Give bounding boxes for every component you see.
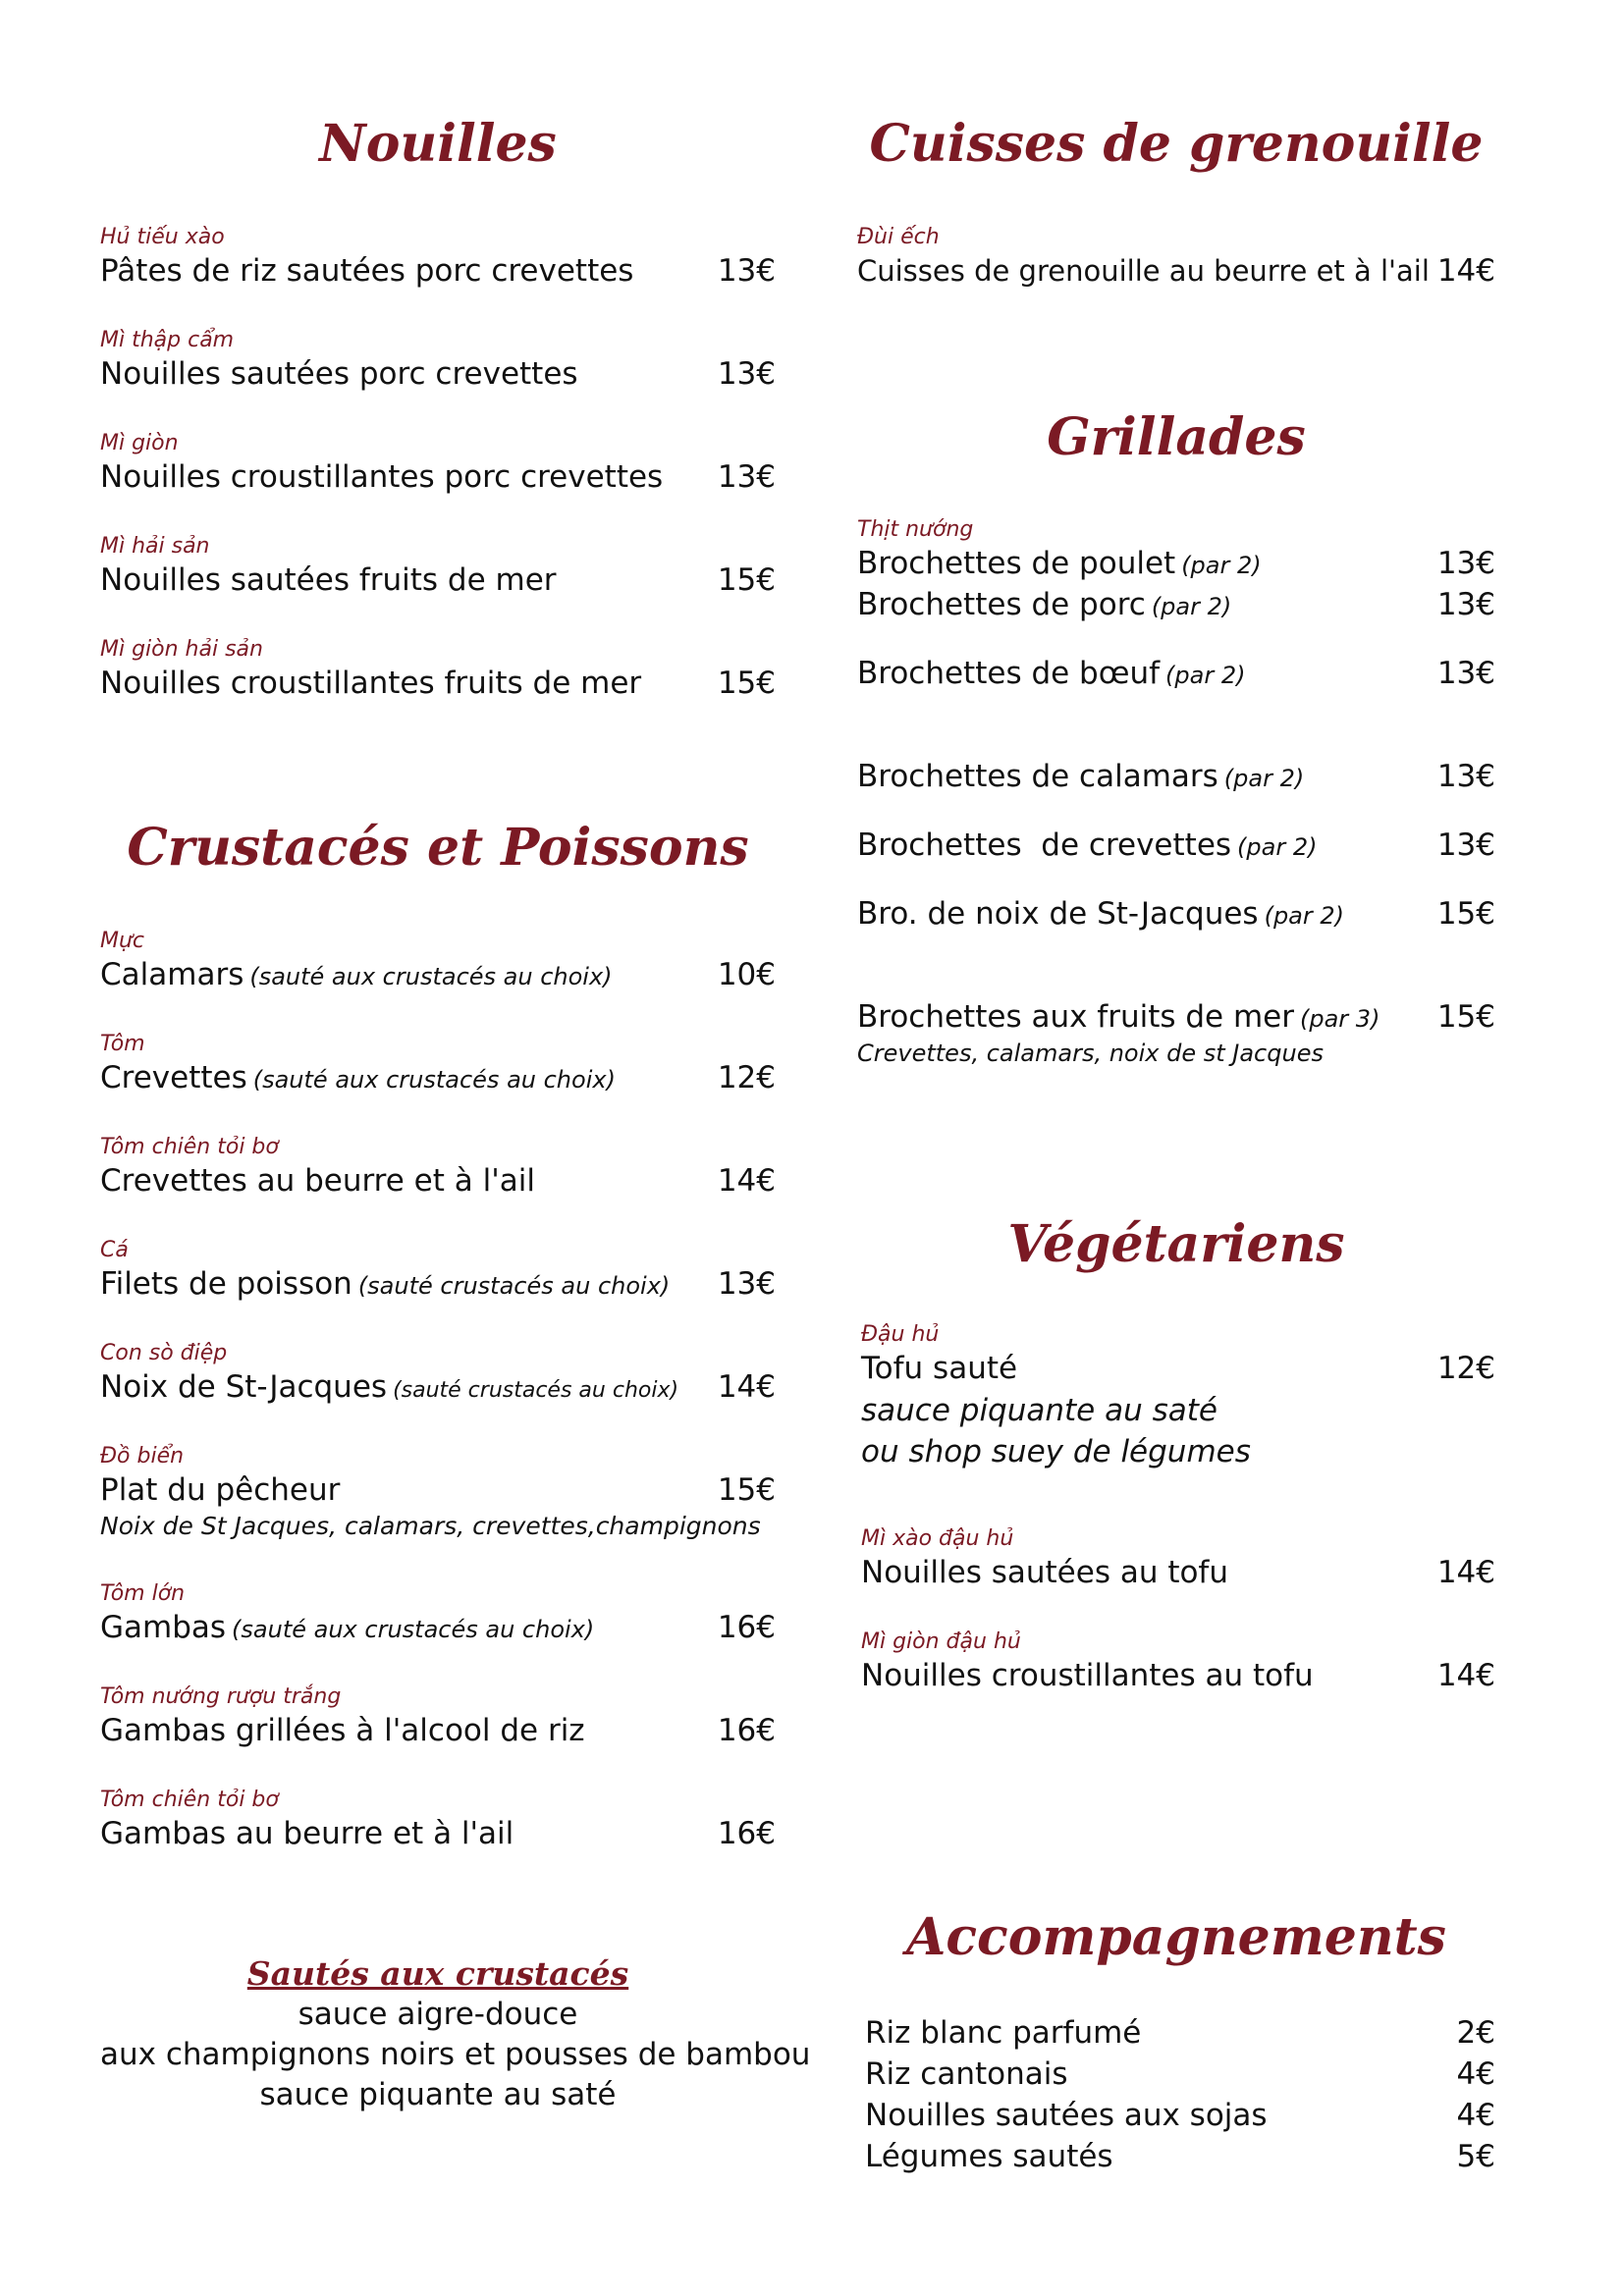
item-vietnamese-name: Mì giòn <box>100 431 179 455</box>
item-name: Riz blanc parfumé <box>865 2015 1142 2051</box>
item-name: Noix de St-Jacques <box>100 1369 388 1405</box>
item-price: 13€ <box>717 253 776 289</box>
item-note: (par 2) <box>1264 902 1345 930</box>
item-price: 14€ <box>1436 1555 1495 1590</box>
item-name: Crevettes <box>100 1060 247 1095</box>
item-price: 12€ <box>717 1060 776 1095</box>
sautes-title: Sautés aux crustacés <box>246 1954 629 1993</box>
item-note: (par 2) <box>1223 765 1305 792</box>
item-note: (par 2) <box>1151 593 1232 620</box>
menu-item <box>100 1134 776 1237</box>
item-vietnamese-name: Mì xào đậu hủ <box>861 1526 1014 1551</box>
item-vietnamese-name: Cá <box>100 1238 129 1262</box>
section-title-nouilles: Nouilles <box>319 114 557 174</box>
section-title-accompagnements: Accompagnements <box>906 1907 1446 1967</box>
menu-item <box>857 654 1495 757</box>
item-price: 5€ <box>1456 2139 1495 2174</box>
item-description: Crevettes, calamars, noix de st Jacques <box>857 1040 1324 1067</box>
item-name: Nouilles sautées porc crevettes <box>100 356 578 392</box>
item-note: (par 2) <box>1181 552 1262 579</box>
item-note: (sauté aux crustacés au choix) <box>249 963 613 990</box>
item-price: 15€ <box>717 666 776 701</box>
item-name: Brochettes de calamars <box>857 759 1218 794</box>
menu-item <box>861 1525 1495 1629</box>
item-vietnamese-name: Tôm <box>100 1032 145 1056</box>
item-name: Brochettes de crevettes <box>857 828 1232 863</box>
item-name: Riz cantonais <box>865 2056 1068 2092</box>
item-name: Cuisses de grenouille au beurre et à l'ail <box>857 254 1430 288</box>
menu-item <box>857 224 1495 327</box>
item-name: Brochettes de poulet <box>857 546 1176 581</box>
sautes-box <box>100 1953 811 2115</box>
item-vietnamese-name: Tôm lớn <box>100 1581 186 1606</box>
item-name: Plat du pêcheur <box>100 1472 341 1508</box>
item-description: sauce piquante au saté <box>861 1393 1217 1428</box>
item-note: (sauté crustacés au choix) <box>357 1272 671 1300</box>
item-price: 13€ <box>717 459 776 495</box>
item-price: 15€ <box>717 1472 776 1508</box>
side-item <box>865 2054 1495 2095</box>
item-description: Noix de St Jacques, calamars, crevettes,champignons <box>100 1512 761 1540</box>
item-note: (par 3) <box>1300 1005 1380 1033</box>
item-name: Brochettes de porc <box>857 587 1146 622</box>
item-vietnamese-name: Tôm nướng rượu trắng <box>100 1684 342 1709</box>
item-vietnamese-name: Tôm chiên tỏi bơ <box>100 1135 279 1159</box>
menu-item <box>857 757 1495 826</box>
menu-item <box>100 327 776 430</box>
menu-item <box>857 585 1495 654</box>
side-item <box>865 2012 1495 2054</box>
item-name: Brochettes aux fruits de mer <box>857 999 1294 1035</box>
item-price: 14€ <box>717 1369 776 1405</box>
item-name: Gambas <box>100 1610 227 1645</box>
menu-item <box>857 826 1495 894</box>
item-price: 15€ <box>1436 999 1495 1035</box>
item-price: 13€ <box>717 1266 776 1302</box>
item-vietnamese-name: Con sò điệp <box>100 1341 228 1365</box>
item-name: Tofu sauté <box>861 1351 1018 1386</box>
item-price: 13€ <box>1436 656 1495 691</box>
item-vietnamese-name: Đậu hủ <box>861 1322 940 1347</box>
item-note: (par 2) <box>1237 833 1318 861</box>
item-name: Filets de poisson <box>100 1266 352 1302</box>
item-price: 4€ <box>1456 2056 1495 2092</box>
menu-item <box>857 997 1495 1076</box>
item-price: 15€ <box>1436 896 1495 932</box>
item-description: ou shop suey de légumes <box>861 1434 1251 1469</box>
item-name: Bro. de noix de St-Jacques <box>857 896 1259 932</box>
item-price: 14€ <box>717 1163 776 1199</box>
item-price: 10€ <box>717 957 776 992</box>
item-name: Brochettes de bœuf <box>857 656 1161 691</box>
item-name: Nouilles croustillantes fruits de mer <box>100 666 642 701</box>
item-vietnamese-name: Tôm chiên tỏi bơ <box>100 1788 279 1812</box>
item-name: Nouilles croustillantes porc crevettes <box>100 459 664 495</box>
menu-item <box>100 636 776 739</box>
menu-item <box>857 894 1495 997</box>
sautes-line: aux champignons noirs et pousses de bambou <box>100 2037 811 2072</box>
menu-item <box>100 1580 776 1683</box>
item-price: 4€ <box>1456 2098 1495 2133</box>
item-price: 14€ <box>1436 1658 1495 1693</box>
sautes-line: sauce aigre-douce <box>298 1997 578 2032</box>
item-name: Nouilles croustillantes au tofu <box>861 1658 1314 1693</box>
item-price: 13€ <box>717 356 776 392</box>
item-vietnamese-name: Mì giòn hải sản <box>100 637 263 662</box>
item-note: (sauté aux crustacés au choix) <box>232 1616 595 1643</box>
item-price: 14€ <box>1436 253 1495 289</box>
item-name: Crevettes au beurre et à l'ail <box>100 1163 535 1199</box>
item-price: 13€ <box>1436 546 1495 581</box>
sautes-line: sauce piquante au saté <box>259 2077 617 2112</box>
item-name: Pâtes de riz sautées porc crevettes <box>100 253 634 289</box>
item-note: (par 2) <box>1165 662 1246 689</box>
item-price: 16€ <box>717 1610 776 1645</box>
item-price: 16€ <box>717 1816 776 1851</box>
item-note: (sauté aux crustacés au choix) <box>252 1066 616 1094</box>
menu-item <box>100 1340 776 1443</box>
menu-item <box>100 928 776 1031</box>
menu-item <box>857 516 1495 585</box>
item-vietnamese-name: Đồ biển <box>100 1444 185 1468</box>
item-vietnamese-name: Đùi ếch <box>857 225 940 249</box>
item-price: 15€ <box>717 562 776 598</box>
item-vietnamese-name: Mì giòn đậu hủ <box>861 1629 1021 1654</box>
item-price: 16€ <box>717 1713 776 1748</box>
menu-item <box>100 1237 776 1340</box>
item-vietnamese-name: Mì hải sản <box>100 534 210 559</box>
item-price: 13€ <box>1436 828 1495 863</box>
item-vietnamese-name: Hủ tiếu xào <box>100 225 225 249</box>
item-name: Nouilles sautées au tofu <box>861 1555 1228 1590</box>
item-name: Légumes sautés <box>865 2139 1113 2174</box>
item-note: (sauté crustacés au choix) <box>393 1378 679 1403</box>
section-title-crustaces: Crustacés et Poissons <box>127 818 749 878</box>
item-price: 2€ <box>1456 2015 1495 2051</box>
menu-item <box>100 224 776 327</box>
section-title-grenouille: Cuisses de grenouille <box>869 114 1484 174</box>
menu-item <box>100 533 776 636</box>
item-name: Nouilles sautées aux sojas <box>865 2098 1268 2133</box>
item-vietnamese-name: Thịt nướng <box>857 517 974 542</box>
menu-item <box>100 430 776 533</box>
side-item <box>865 2095 1495 2136</box>
item-price: 12€ <box>1436 1351 1495 1386</box>
item-name: Gambas au beurre et à l'ail <box>100 1816 514 1851</box>
item-price: 13€ <box>1436 587 1495 622</box>
section-title-vegetariens: Végétariens <box>1007 1214 1345 1274</box>
item-vietnamese-name: Mì thập cẩm <box>100 328 235 352</box>
menu-item <box>100 1031 776 1134</box>
item-name: Nouilles sautées fruits de mer <box>100 562 557 598</box>
item-price: 13€ <box>1436 759 1495 794</box>
side-item <box>865 2136 1495 2177</box>
menu-item <box>861 1629 1495 1732</box>
menu-item <box>100 1443 776 1580</box>
item-name: Calamars <box>100 957 244 992</box>
item-name: Gambas grillées à l'alcool de riz <box>100 1713 585 1748</box>
menu-item <box>100 1787 776 1890</box>
section-title-grillades: Grillades <box>1047 407 1306 467</box>
menu-item <box>100 1683 776 1787</box>
menu-item <box>861 1321 1495 1525</box>
item-vietnamese-name: Mực <box>100 929 145 953</box>
